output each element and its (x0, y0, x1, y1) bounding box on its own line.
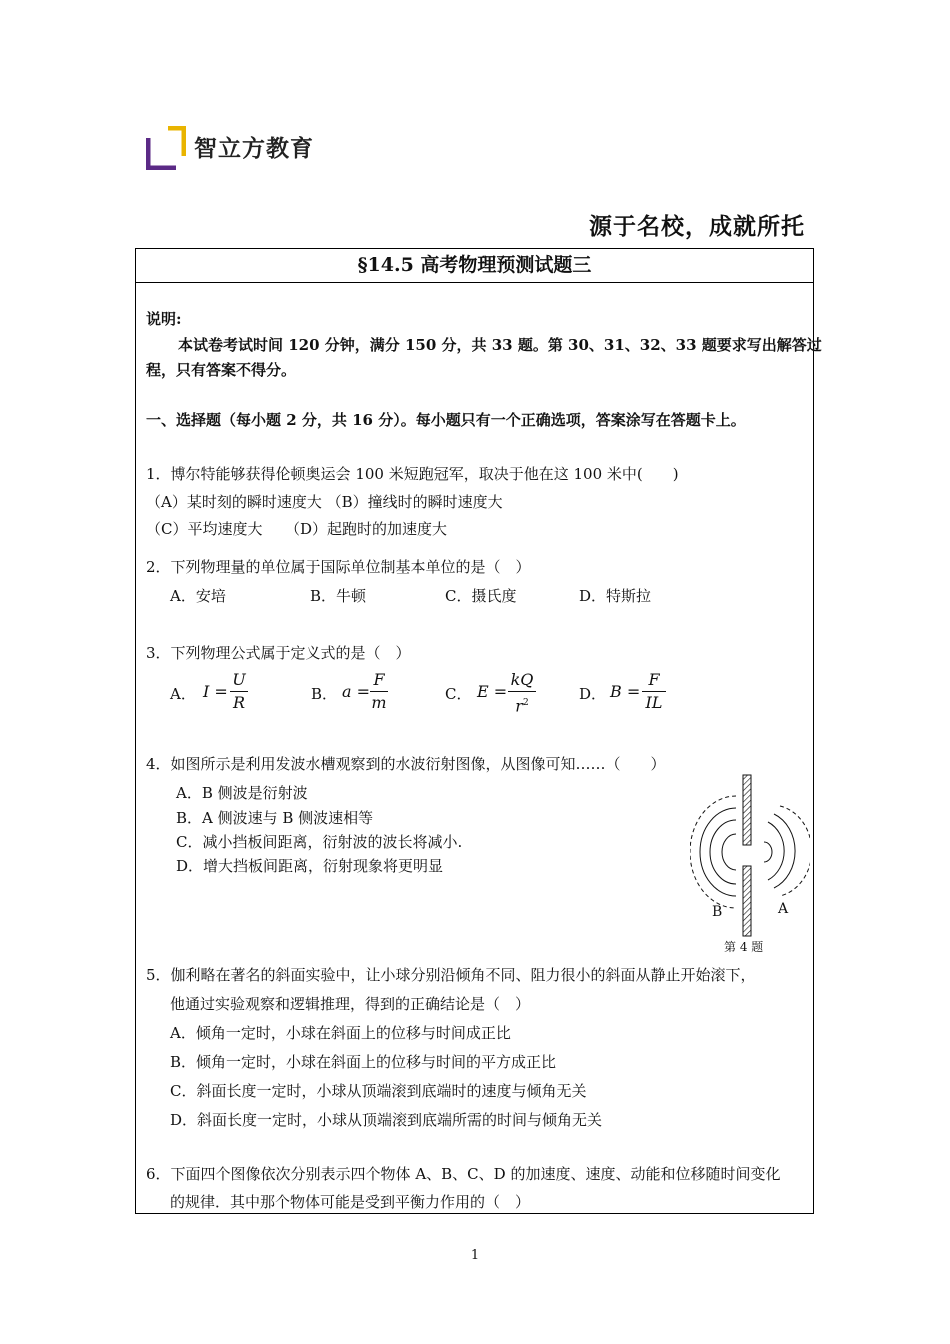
slogan: 源于名校，成就所托 (589, 214, 805, 240)
q2-option-b: B．牛顿 (310, 587, 367, 605)
q3-option-d-lhs: B = (610, 682, 641, 701)
q5-stem-line2: 他通过实验观察和逻辑推理，得到的正确结论是（ ） (170, 995, 531, 1013)
q5-option-c: C．斜面长度一定时，小球从顶端滚到底端时的速度与倾角无关 (170, 1082, 587, 1100)
logo-mark-icon (146, 126, 186, 170)
q3-option-a-fraction: U R (230, 670, 248, 713)
brand-logo (146, 126, 346, 174)
q4-option-b: B．A 侧波速与 B 侧波速相等 (176, 809, 374, 827)
q6-stem-line1: 6．下面四个图像依次分别表示四个物体 A、B、C、D 的加速度、速度、动能和位移随时间变化 (146, 1165, 781, 1183)
q4-label-a: A (778, 901, 789, 917)
instructions-line2: 程，只有答案不得分。 (146, 361, 297, 379)
q3-option-c-label: C． (445, 685, 472, 703)
instructions-label: 说明: (146, 310, 182, 328)
q3-option-a-lhs: I = (203, 682, 228, 701)
q4-figure-caption: 第 4 题 (724, 940, 764, 954)
q4-option-d: D．增大挡板间距离，衍射现象将更明显 (176, 857, 444, 875)
q3-option-d-fraction: F IL (642, 670, 666, 713)
q3-option-b-lhs: a = (342, 682, 371, 701)
page-number: 1 (470, 1248, 480, 1263)
q3-option-c-lhs: E = (477, 682, 508, 701)
instructions-line1: 本试卷考试时间 120 分钟，满分 150 分，共 33 题。第 30、31、32、33 题要求写出解答过 (178, 336, 822, 354)
q3-option-b-label: B． (311, 685, 338, 703)
q4-stem: 4．如图所示是利用发波水槽观察到的水波衍射图像，从图像可知……（ ） (146, 755, 666, 773)
q2-stem: 2．下列物理量的单位属于国际单位制基本单位的是（ ） (146, 558, 531, 576)
q3-option-d-label: D． (579, 685, 607, 703)
q2-option-c: C．摄氏度 (445, 587, 517, 605)
q6-stem-line2: 的规律．其中那个物体可能是受到平衡力作用的（ ） (170, 1193, 531, 1211)
q3-option-a-label: A． (170, 685, 196, 703)
q5-option-b: B．倾角一定时，小球在斜面上的位移与时间的平方成正比 (170, 1053, 557, 1071)
q4-label-b: B (712, 904, 723, 920)
q3-option-b-fraction: F m (371, 670, 387, 712)
q1-options-ab: （A）某时刻的瞬时速度大 （B）撞线时的瞬时速度大 (146, 493, 503, 511)
q2-option-d: D．特斯拉 (579, 587, 652, 605)
q2-option-a: A．安培 (170, 587, 226, 605)
q1-options-cd: （C）平均速度大 （D）起跑时的加速度大 (146, 520, 448, 538)
q5-option-d: D．斜面长度一定时，小球从顶端滚到底端所需的时间与倾角无关 (170, 1111, 603, 1129)
q5-option-a: A．倾角一定时，小球在斜面上的位移与时间成正比 (170, 1024, 511, 1042)
q4-option-a: A．B 侧波是衍射波 (176, 784, 308, 802)
q1-stem: 1．博尔特能够获得伦顿奥运会 100 米短跑冠军，取决于他在这 100 米中( ) (146, 465, 679, 483)
wave-diffraction-icon (690, 770, 810, 960)
q2-options (170, 585, 730, 607)
q3-stem: 3．下列物理公式属于定义式的是（ ） (146, 644, 411, 662)
q5-stem-line1: 5．伽利略在著名的斜面实验中，让小球分别沿倾角不同、阻力很小的斜面从静止开始滚下， (146, 966, 756, 984)
q4-option-c: C．减小挡板间距离，衍射波的波长将减小. (176, 833, 463, 851)
section-heading: 一、选择题（每小题 2 分，共 16 分）。每小题只有一个正确选项，答案涂写在答题卡上。 (146, 411, 746, 429)
q3-option-c-fraction: kQ $r^2$ (508, 670, 536, 716)
logo-text: 智立方教育 (194, 136, 314, 162)
page-title: §14.5 高考物理预测试题三 (136, 249, 813, 283)
q4-wave-diagram (690, 770, 810, 960)
